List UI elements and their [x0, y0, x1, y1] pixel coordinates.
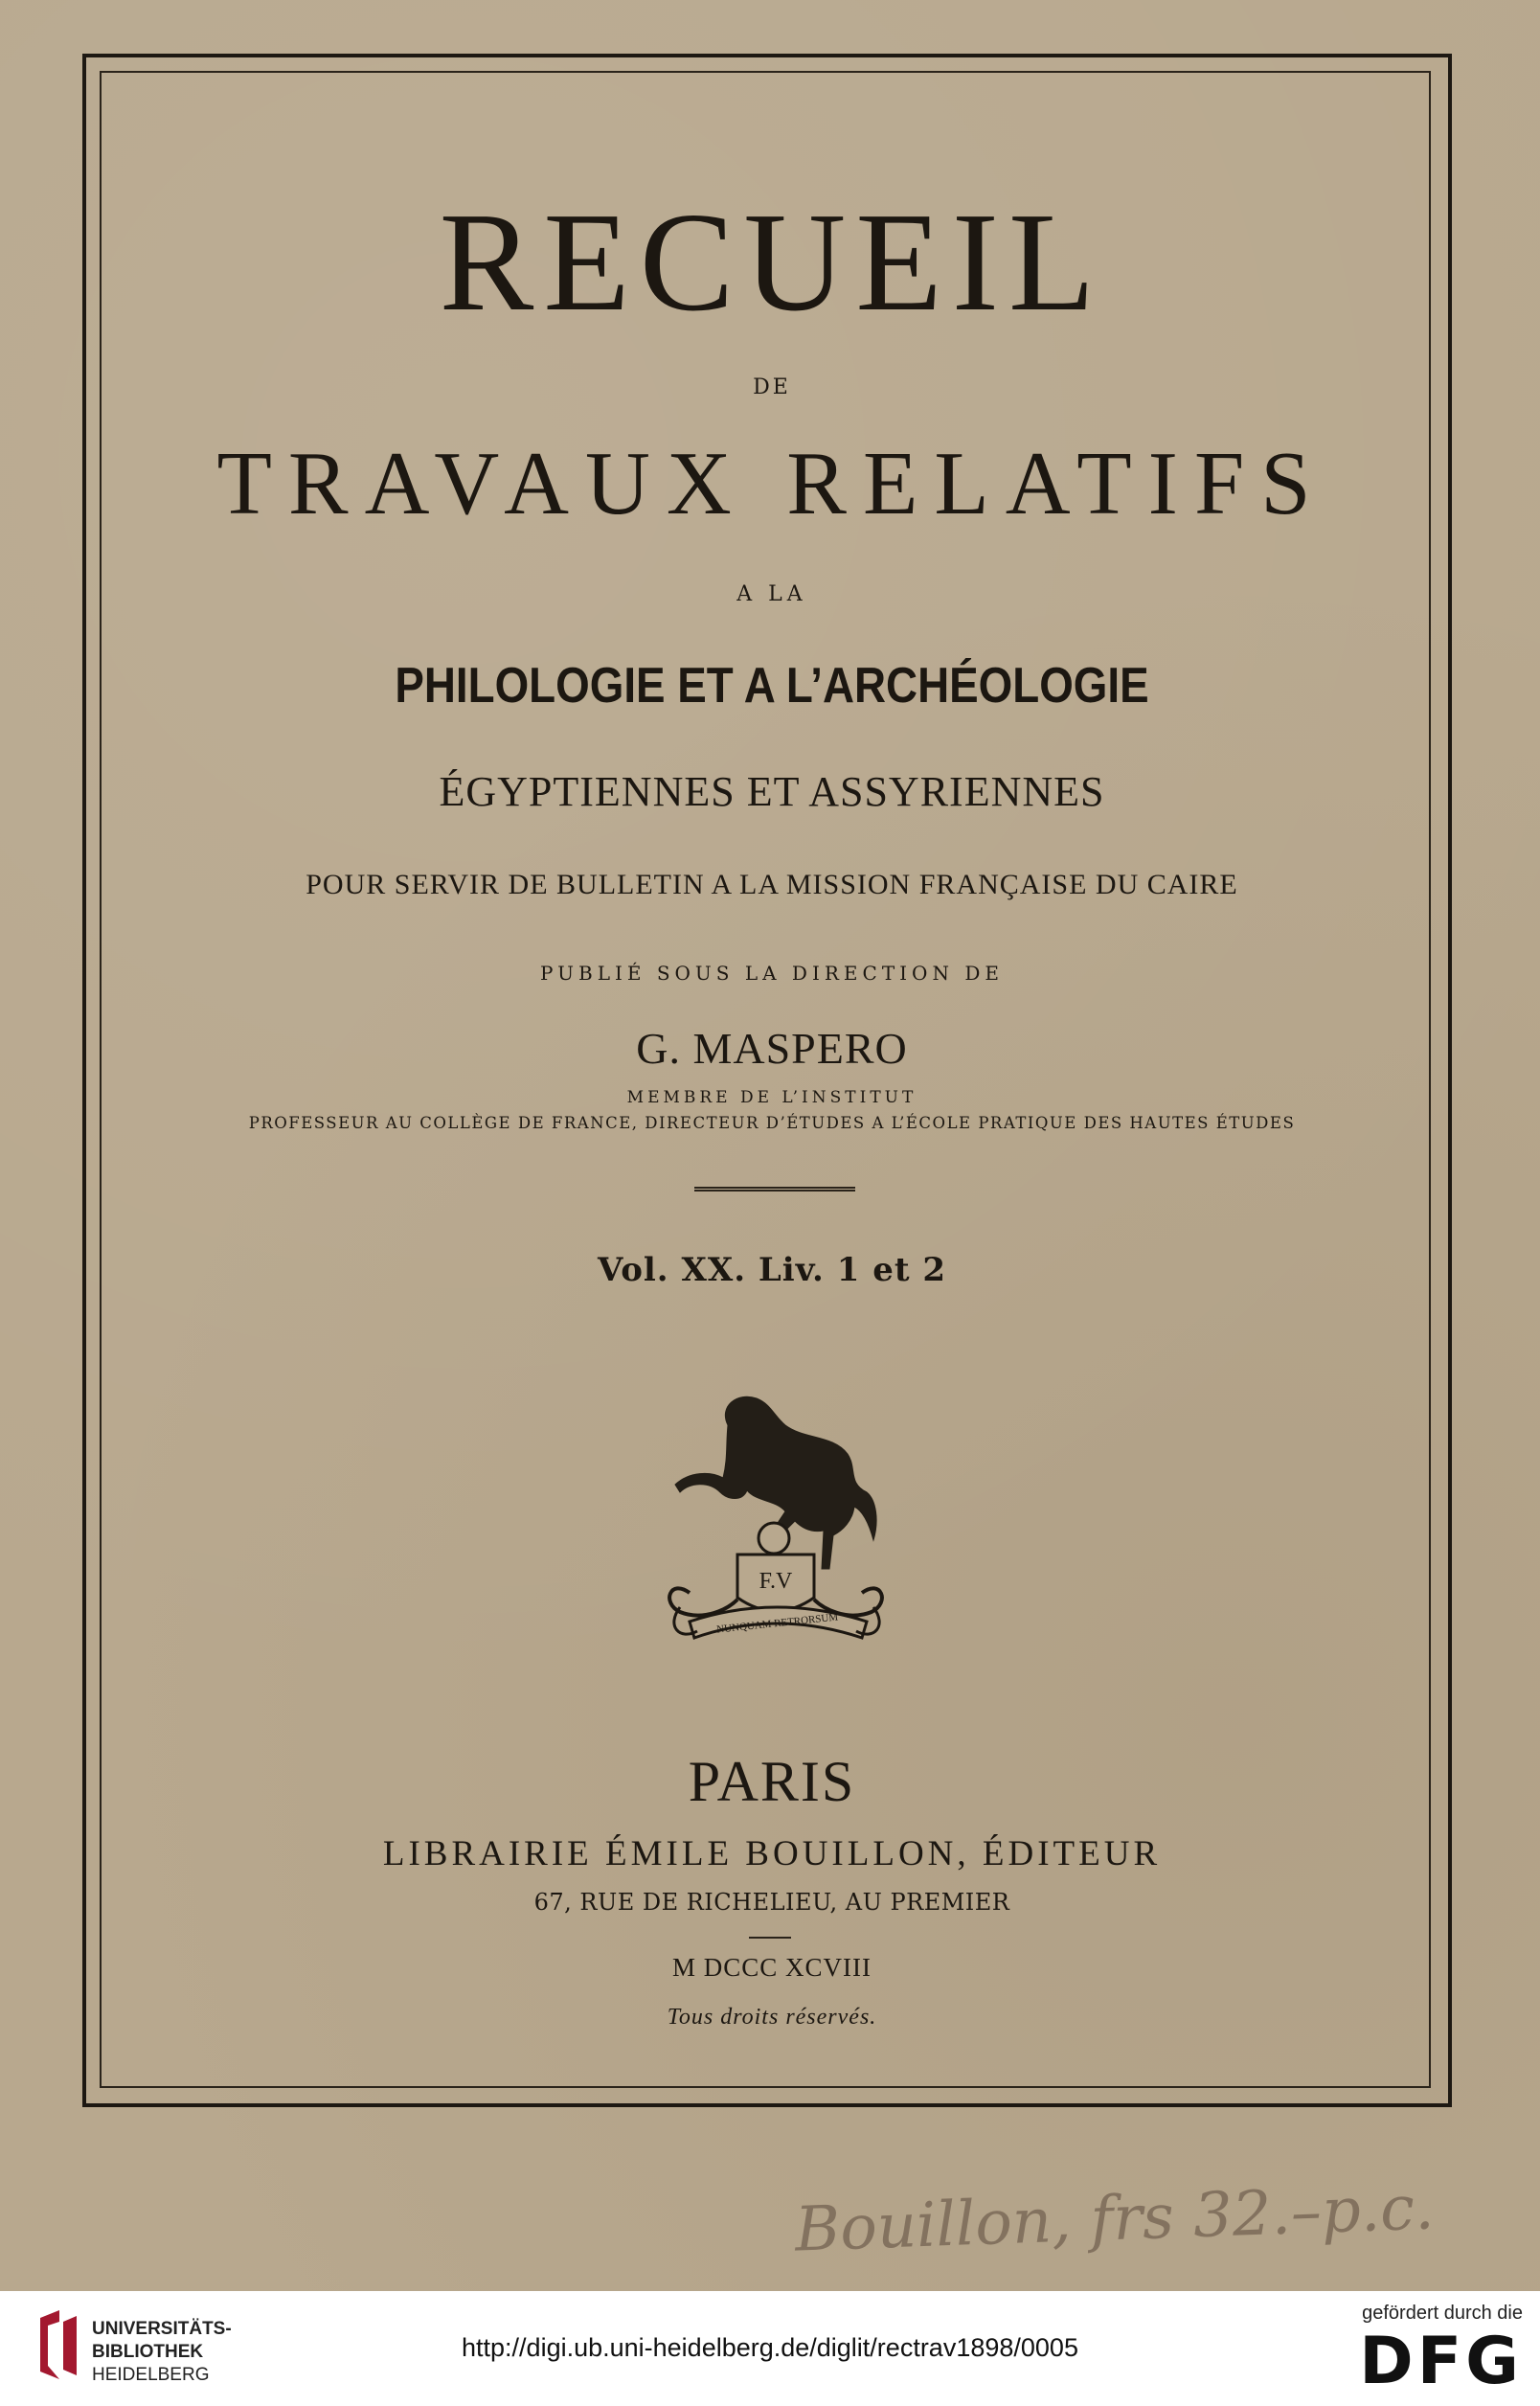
printer-emblem-icon [651, 1387, 900, 1646]
permalink-url[interactable]: http://digi.ub.uni-heidelberg.de/diglit/rectrav1898/0005 [462, 2333, 1078, 2362]
editor-name: G. MASPERO [636, 1024, 908, 1073]
subject: PHILOLOGIE ET A L’ARCHÉOLOGIE [395, 658, 1149, 714]
ornament-rule [694, 1187, 855, 1192]
volume-info: Vol. XX. Liv. 1 et 2 [597, 1251, 947, 1289]
emblem-monogram: F.V [759, 1569, 793, 1594]
imprint-address: 67, RUE DE RICHELIEU, AU PREMIER [533, 1889, 1010, 1916]
handwritten-note: Bouillon, frs 32.–p.c. [793, 2172, 1436, 2266]
published-under: PUBLIÉ SOUS LA DIRECTION DE [540, 962, 1004, 985]
imprint-publisher: LIBRAIRIE ÉMILE BOUILLON, ÉDITEUR [382, 1834, 1162, 1873]
library-line-2: BIBLIOTHEK [92, 2342, 204, 2362]
emblem-motto: NUNQUAM RETRORSUM [715, 1611, 839, 1636]
library-line-1: UNIVERSITÄTS- [92, 2319, 232, 2339]
title-a-la: A LA [736, 582, 807, 606]
purpose: POUR SERVIR DE BULLETIN A LA MISSION FRANÇAISE DU CAIRE [306, 869, 1238, 900]
title-main: RECUEIL [439, 184, 1105, 341]
imprint-city: PARIS [688, 1750, 856, 1813]
rights-notice: Tous droits réservés. [667, 2005, 877, 2030]
title-de: DE [753, 375, 791, 399]
viewer-footer [0, 2291, 1540, 2406]
title-sub: TRAVAUX RELATIFS [216, 434, 1327, 533]
funding-note: gefördert durch die [1362, 2303, 1523, 2324]
dfg-logo[interactable]: DFG [1359, 2324, 1523, 2399]
editor-role-1: MEMBRE DE L’INSTITUT [626, 1088, 917, 1107]
subject-sub: ÉGYPTIENNES ET ASSYRIENNES [439, 768, 1105, 815]
short-rule [749, 1937, 791, 1939]
editor-role-2: PROFESSEUR AU COLLÈGE DE FRANCE, DIRECTEUR D’ÉTUDES A L’ÉCOLE PRATIQUE DES HAUTES ÉTUDES [248, 1114, 1296, 1132]
library-line-3: HEIDELBERG [92, 2365, 210, 2385]
imprint-year: M DCCC XCVIII [671, 1953, 872, 1982]
